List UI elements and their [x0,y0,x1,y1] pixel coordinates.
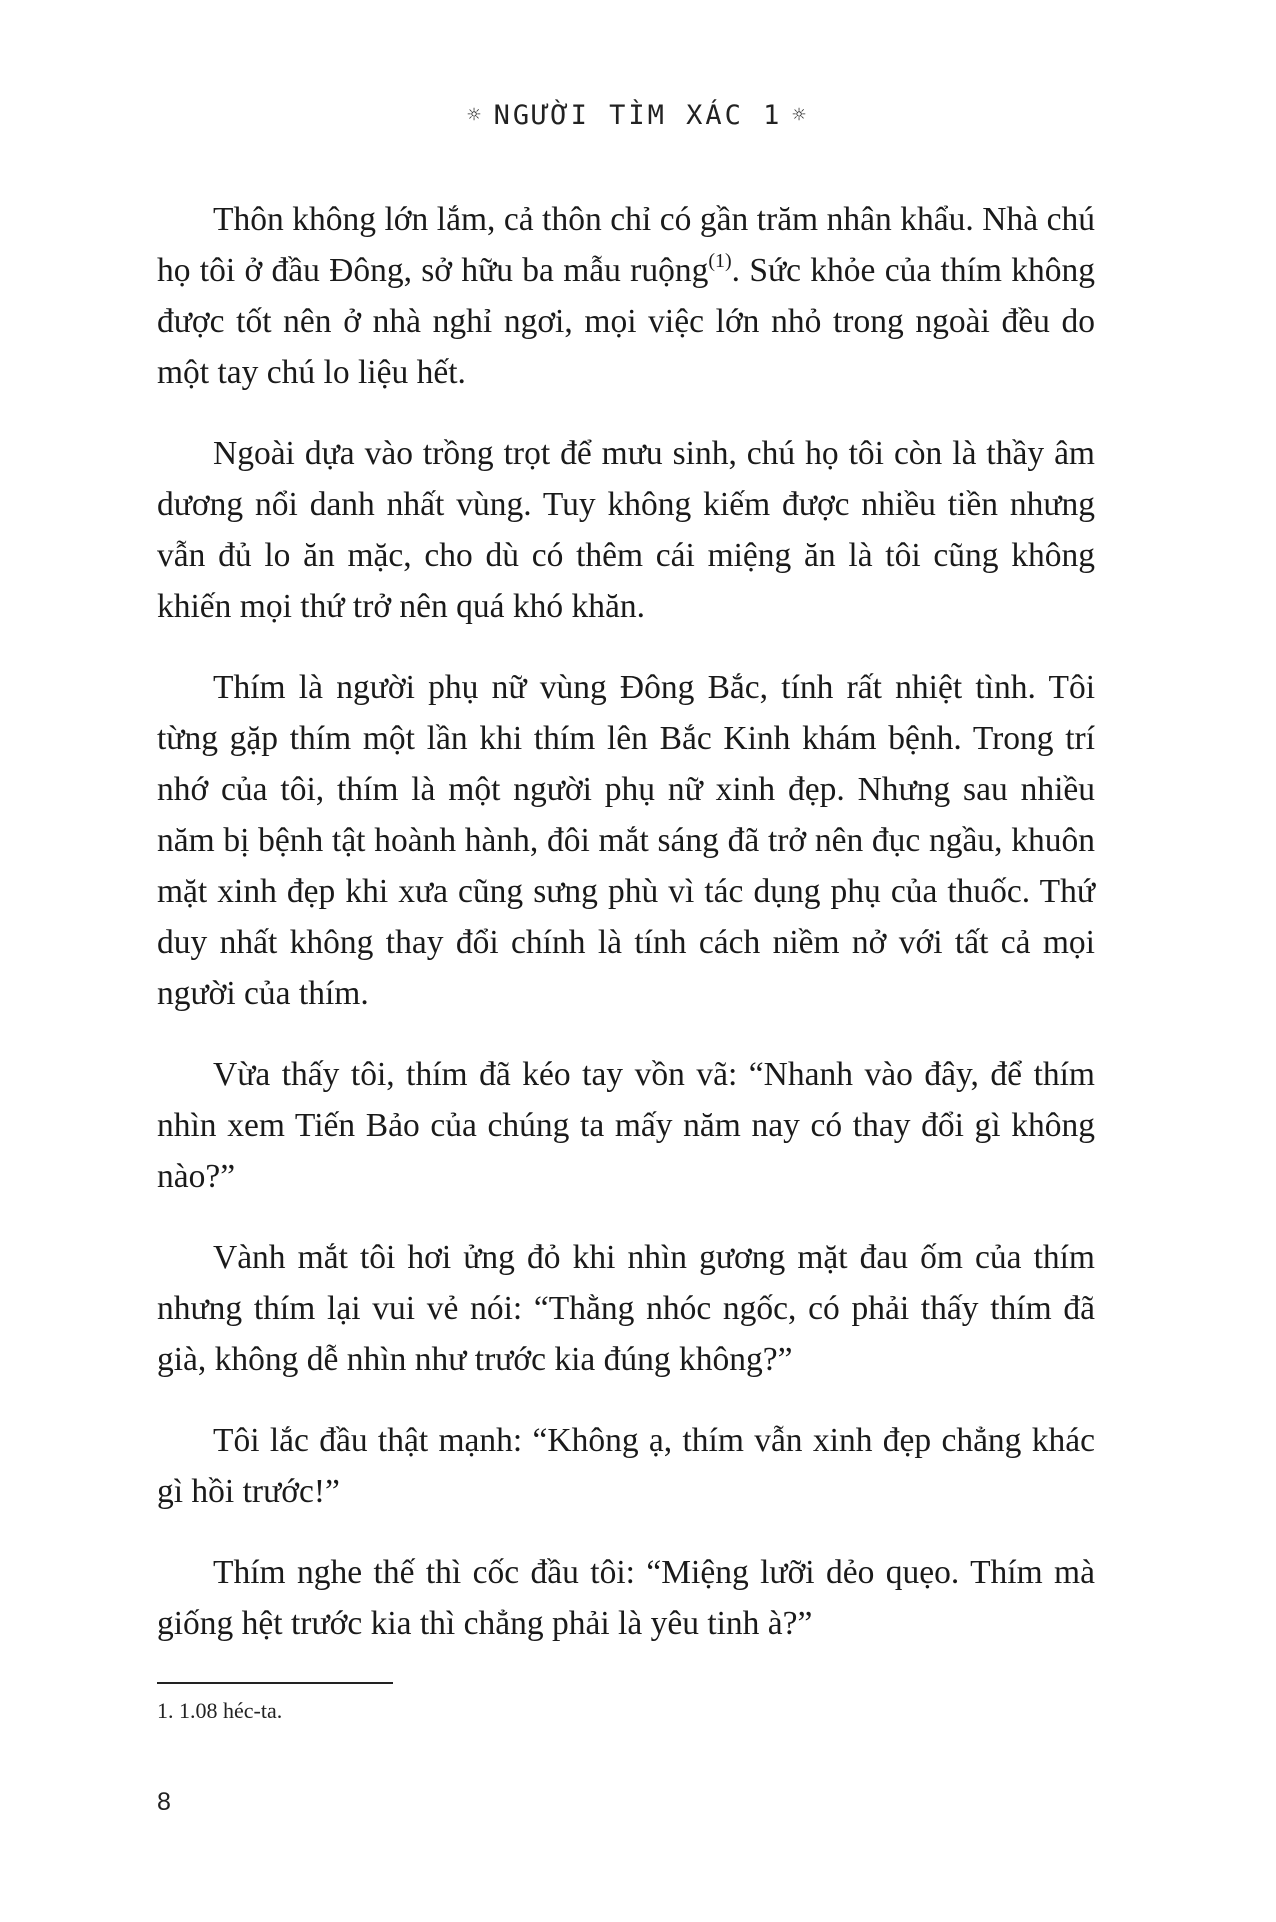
paragraph: Thôn không lớn lắm, cả thôn chỉ có gần trăm nhân khẩu. Nhà chú họ tôi ở đầu Đông, sở hữu ba mẫu ruộng$^{(1)}$. Sức khỏe của thím không được tốt nên ở nhà nghỉ ngơi, mọi việc lớn nhỏ trong ngoài đều do một tay chú lo liệu hết. [157,201,1095,391]
paragraph: Vành mắt tôi hơi ửng đỏ khi nhìn gương mặt đau ốm của thím nhưng thím lại vui vẻ nói: “Thằng nhóc ngốc, có phải thấy thím đã già, không dễ nhìn như trước kia đúng không?” [157,1239,1095,1378]
paragraph: Thím là người phụ nữ vùng Đông Bắc, tính rất nhiệt tình. Tôi từng gặp thím một lần khi thím lên Bắc Kinh khám bệnh. Trong trí nhớ của tôi, thím là một người phụ nữ xinh đẹp. Nhưng sau nhiều năm bị bệnh tật hoành hành, đôi mắt sáng đã trở nên đục ngầu, khuôn mặt xinh đẹp khi xưa cũng sưng phù vì tác dụng phụ của thuốc. Thứ duy nhất không thay đổi chính là tính cách niềm nở với tất cả mọi người của thím. [157,669,1095,1012]
sun-ornament-icon: ☼ [467,103,484,128]
paragraph: Tôi lắc đầu thật mạnh: “Không ạ, thím vẫn xinh đẹp chẳng khác gì hồi trước!” [157,1422,1095,1510]
footnote-divider [157,1682,393,1684]
page-number: 8 [157,1788,171,1816]
paragraph: Ngoài dựa vào trồng trọt để mưu sinh, chú họ tôi còn là thầy âm dương nổi danh nhất vùng. Tuy không kiếm được nhiều tiền nhưng vẫn đủ lo ăn mặc, cho dù có thêm cái miệng ăn là tôi cũng không khiến mọi thứ trở nên quá khó khăn. [157,435,1095,625]
body-text [157,194,1095,1679]
footnote: 1. 1.08 héc-ta. [157,1698,283,1723]
paragraph: Thím nghe thế thì cốc đầu tôi: “Miệng lưỡi dẻo quẹo. Thím mà giống hệt trước kia thì chẳng phải là yêu tinh à?” [157,1554,1095,1642]
sun-ornament-icon: ☼ [792,103,809,128]
running-header [0,100,1276,131]
footnote-reference: (1) [708,250,732,272]
paragraph: Vừa thấy tôi, thím đã kéo tay vồn vã: “Nhanh vào đây, để thím nhìn xem Tiến Bảo của chúng ta mấy năm nay có thay đổi gì không nào?” [157,1056,1095,1195]
book-title: NGƯỜI TÌM XÁC 1 [493,100,783,131]
